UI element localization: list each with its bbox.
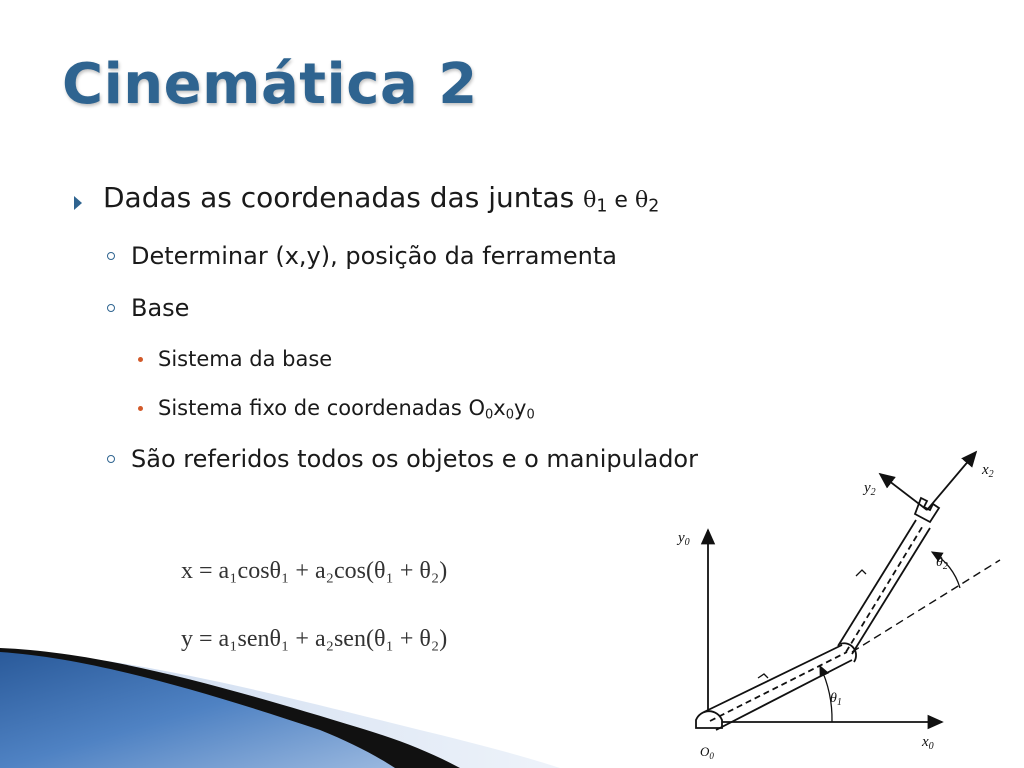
y2-label: $y_2$ <box>864 480 876 498</box>
bullet-referred-objects: São referidos todos os objetos e o manipulador <box>131 445 698 473</box>
dot-bullet-icon <box>138 357 143 362</box>
circle-bullet-icon <box>107 252 115 260</box>
bullet-fixed-coordinates <box>158 396 535 422</box>
theta2-label: $\theta_2$ <box>936 555 948 572</box>
equation-y: y = a₁senθ₁ + a₂sen(θ₁ + θ₂) <box>181 626 448 652</box>
circle-bullet-icon <box>107 304 115 312</box>
link-1-centerline <box>710 652 847 721</box>
link-1-edge <box>704 645 842 712</box>
subscript: 1 <box>596 196 608 217</box>
y0-label: $y_0$ <box>678 530 690 548</box>
link-2-centerline <box>846 524 924 652</box>
subscript: 2 <box>648 196 660 217</box>
x0-label: $x_0$ <box>922 734 934 752</box>
bullet-joint-coordinates <box>103 181 659 216</box>
x2-label: $x_2$ <box>982 462 994 480</box>
theta1-label: $\theta_1$ <box>830 691 842 708</box>
axis-x: x <box>493 396 506 420</box>
subscript: 0 <box>526 407 535 423</box>
bullet-base: Base <box>131 294 190 322</box>
bullet-base-system: Sistema da base <box>158 347 333 371</box>
link-1-mark <box>758 674 768 678</box>
slide-title: Cinemática 2 <box>62 52 478 117</box>
base-joint <box>696 711 722 728</box>
theta-symbol: θ <box>583 188 597 213</box>
dot-bullet-icon <box>138 406 143 411</box>
theta-symbol: θ <box>634 188 649 213</box>
two-link-manipulator-diagram <box>660 440 1020 768</box>
equation-x: x = a₁cosθ₁ + a₂cos(θ₁ + θ₂) <box>181 558 448 584</box>
link-2-edge <box>852 528 930 654</box>
origin-label: $O_0$ <box>700 744 714 761</box>
bullet-determine-position: Determinar (x,y), posição da ferramenta <box>131 242 617 270</box>
subscript: 0 <box>485 407 494 423</box>
conjunction: e <box>607 188 635 213</box>
subscript: 0 <box>505 407 514 423</box>
link-2-mark <box>856 570 866 576</box>
axis-y: y <box>514 396 527 420</box>
circle-bullet-icon <box>107 455 115 463</box>
arrow-bullet-icon <box>74 196 82 210</box>
link-2-edge <box>838 520 916 646</box>
bullet-text: Dadas as coordenadas das juntas <box>103 181 584 214</box>
x2-axis <box>927 452 976 510</box>
bullet-text: Sistema fixo de coordenadas O <box>158 396 485 420</box>
y2-axis <box>880 474 927 510</box>
